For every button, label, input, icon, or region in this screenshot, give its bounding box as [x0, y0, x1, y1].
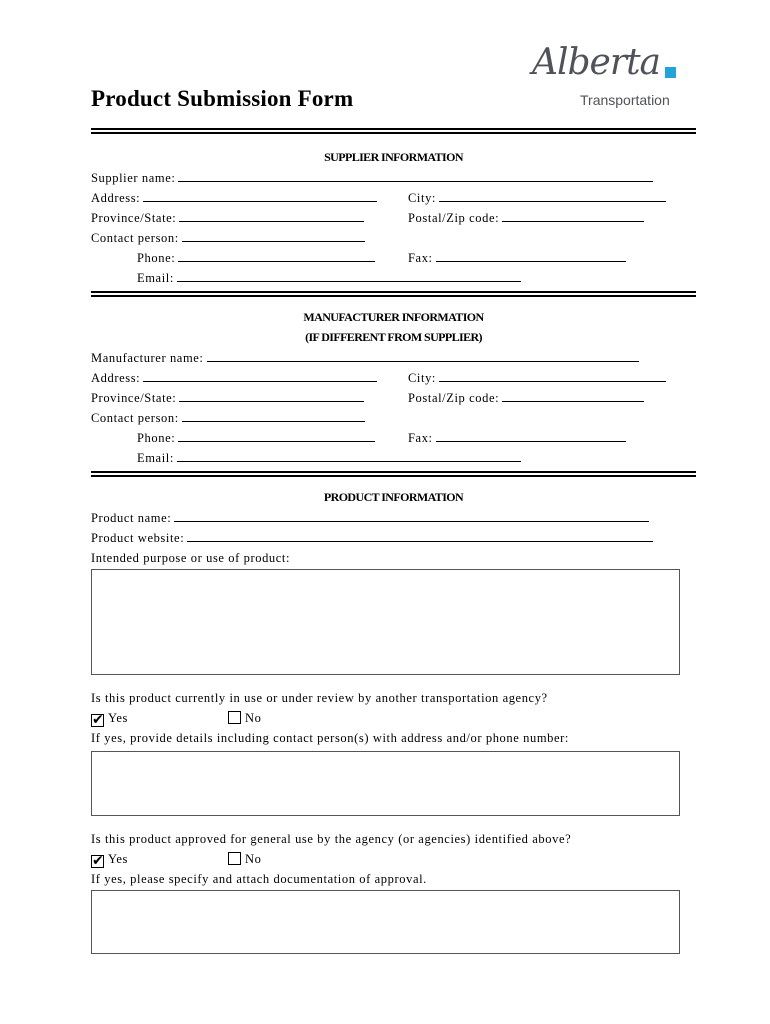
q2-no-checkbox[interactable] [228, 852, 241, 865]
supplier-phone-field[interactable] [178, 250, 375, 262]
supplier-phone-label: Phone: [137, 251, 176, 265]
manufacturer-contact-label: Contact person: [91, 411, 179, 425]
q1-no-label: No [245, 711, 262, 725]
supplier-province-row [91, 210, 364, 226]
manufacturer-city-row [408, 370, 666, 386]
product-name-field[interactable] [174, 510, 649, 522]
manufacturer-address-label: Address: [91, 371, 141, 385]
manufacturer-city-field[interactable] [439, 370, 666, 382]
supplier-contact-row [91, 230, 365, 246]
manufacturer-phone-label: Phone: [137, 431, 176, 445]
manufacturer-address-field[interactable] [143, 370, 377, 382]
question-approved: Is this product approved for general use by the agency (or agencies) identified above? [91, 832, 572, 846]
q2-yes-label: Yes [108, 852, 128, 866]
q1-yes-option[interactable] [91, 710, 128, 727]
manufacturer-subheading: (IF DIFFERENT FROM SUPPLIER) [305, 330, 482, 344]
logo-subtitle: Transportation [580, 92, 670, 108]
supplier-address-row [91, 190, 377, 206]
q1-no-option[interactable] [228, 710, 261, 726]
q1-yes-label: Yes [108, 711, 128, 725]
logo-word: Alberta [532, 42, 660, 83]
q2-details-label: If yes, please specify and attach documentation of approval. [91, 872, 427, 886]
supplier-heading: SUPPLIER INFORMATION [324, 150, 463, 164]
manufacturer-province-row [91, 390, 364, 406]
product-website-label: Product website: [91, 531, 185, 545]
supplier-province-label: Province/State: [91, 211, 177, 225]
supplier-fax-row [408, 250, 626, 266]
manufacturer-name-label: Manufacturer name: [91, 351, 204, 365]
manufacturer-email-row [137, 450, 521, 466]
supplier-contact-field[interactable] [182, 230, 365, 242]
q1-details-label: If yes, provide details including contact person(s) with address and/or phone number: [91, 731, 569, 745]
supplier-postal-field[interactable] [502, 210, 644, 222]
supplier-city-row [408, 190, 666, 206]
page-title: Product Submission Form [91, 86, 354, 111]
manufacturer-fax-label: Fax: [408, 431, 433, 445]
divider [91, 128, 696, 134]
product-website-row [91, 530, 653, 546]
supplier-fax-field[interactable] [436, 250, 626, 262]
manufacturer-heading: MANUFACTURER INFORMATION [303, 310, 484, 324]
q2-details-textarea[interactable] [91, 890, 680, 954]
supplier-province-field[interactable] [179, 210, 364, 222]
purpose-textarea[interactable] [91, 569, 680, 675]
manufacturer-city-label: City: [408, 371, 437, 385]
product-heading: PRODUCT INFORMATION [323, 490, 464, 504]
product-name-label: Product name: [91, 511, 172, 525]
product-purpose-label: Intended purpose or use of product: [91, 551, 291, 565]
supplier-postal-label: Postal/Zip code: [408, 211, 500, 225]
supplier-postal-row [408, 210, 644, 226]
supplier-name-label: Supplier name: [91, 171, 176, 185]
manufacturer-contact-field[interactable] [182, 410, 365, 422]
product-website-field[interactable] [187, 530, 653, 542]
manufacturer-province-field[interactable] [179, 390, 364, 402]
supplier-email-row [137, 270, 521, 286]
manufacturer-postal-label: Postal/Zip code: [408, 391, 500, 405]
manufacturer-email-field[interactable] [177, 450, 521, 462]
logo-accent-square [665, 67, 676, 78]
manufacturer-contact-row [91, 410, 365, 426]
supplier-contact-label: Contact person: [91, 231, 179, 245]
supplier-address-label: Address: [91, 191, 141, 205]
manufacturer-name-row [91, 350, 639, 366]
manufacturer-name-field[interactable] [207, 350, 639, 362]
manufacturer-email-label: Email: [137, 451, 174, 465]
q2-yes-checkbox[interactable]: ✔ [92, 853, 105, 869]
q2-yes-option[interactable] [91, 851, 128, 868]
supplier-name-row [91, 170, 653, 186]
manufacturer-phone-row [137, 430, 375, 446]
supplier-phone-row [137, 250, 375, 266]
manufacturer-fax-field[interactable] [436, 430, 626, 442]
supplier-fax-label: Fax: [408, 251, 433, 265]
manufacturer-fax-row [408, 430, 626, 446]
supplier-email-field[interactable] [177, 270, 521, 282]
q1-no-checkbox[interactable] [228, 711, 241, 724]
manufacturer-postal-field[interactable] [502, 390, 644, 402]
manufacturer-address-row [91, 370, 377, 386]
q1-details-textarea[interactable] [91, 751, 680, 816]
supplier-name-field[interactable] [178, 170, 653, 182]
manufacturer-province-label: Province/State: [91, 391, 177, 405]
divider [91, 291, 696, 297]
supplier-city-label: City: [408, 191, 437, 205]
divider [91, 471, 696, 477]
q2-no-option[interactable] [228, 851, 261, 867]
alberta-logo [532, 42, 682, 112]
product-name-row [91, 510, 649, 526]
manufacturer-phone-field[interactable] [178, 430, 375, 442]
manufacturer-postal-row [408, 390, 644, 406]
supplier-city-field[interactable] [439, 190, 666, 202]
supplier-address-field[interactable] [143, 190, 377, 202]
question-in-use: Is this product currently in use or under review by another transportation agency? [91, 691, 548, 705]
q2-no-label: No [245, 852, 262, 866]
q1-yes-checkbox[interactable]: ✔ [92, 712, 105, 728]
supplier-email-label: Email: [137, 271, 174, 285]
